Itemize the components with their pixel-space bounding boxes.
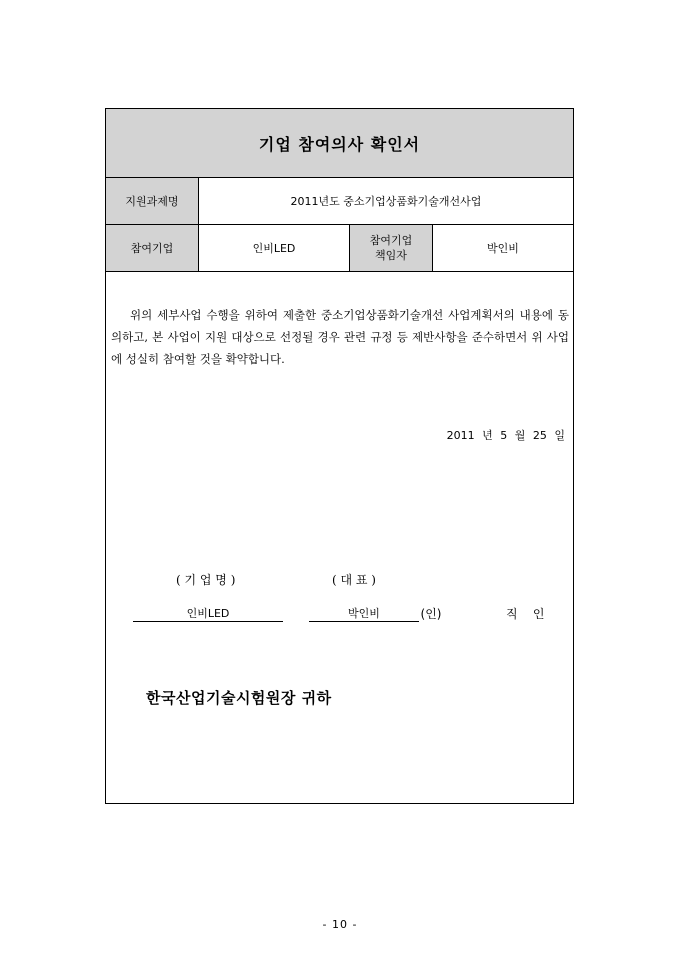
table-divider: [432, 225, 433, 271]
table-divider: [198, 178, 199, 271]
date-line: 2011 년 5 월 25 일: [446, 429, 565, 442]
manager-label: [350, 225, 432, 271]
seal-label: (인): [420, 607, 442, 621]
signature-company-value: 인비LED: [186, 607, 230, 620]
manager-label-line1: 참여기업: [369, 234, 413, 247]
agreement-paragraph: 위의 세부사업 수행을 위하여 제출한 중소기업상품화기술개선 사업계획서의 내용에 동의하고, 본 사업이 지원 대상으로 선정될 경우 관련 규정 등 제반사항을 준수하면서 위 사업에 성실히 참여할 것을 확약합니다.: [111, 308, 569, 366]
signature-rep-line: [309, 621, 419, 622]
confirmation-form: [105, 108, 574, 804]
program-label: 지원과제명: [106, 178, 198, 224]
manager-label-line2: 책임자: [375, 249, 407, 262]
company-label: 참여기업: [106, 225, 198, 271]
manager-value: 박인비: [487, 242, 519, 255]
addressee: 한국산업기술시험원장 귀하: [146, 689, 332, 707]
company-stamp-label: 직 인: [506, 607, 545, 621]
program-value: 2011년도 중소기업상품화기술개선사업: [290, 195, 482, 208]
representative-label: ( 대 표 ): [332, 573, 376, 587]
table-divider: [106, 271, 573, 272]
company-value: 인비LED: [252, 242, 296, 255]
table-divider: [349, 225, 350, 271]
page-number: - 10 -: [322, 918, 358, 931]
signature-rep-value: 박인비: [348, 607, 380, 620]
form-title: 기업 참여의사 확인서: [106, 109, 573, 178]
signature-company-line: [133, 621, 283, 622]
company-name-label: ( 기 업 명 ): [176, 573, 236, 587]
